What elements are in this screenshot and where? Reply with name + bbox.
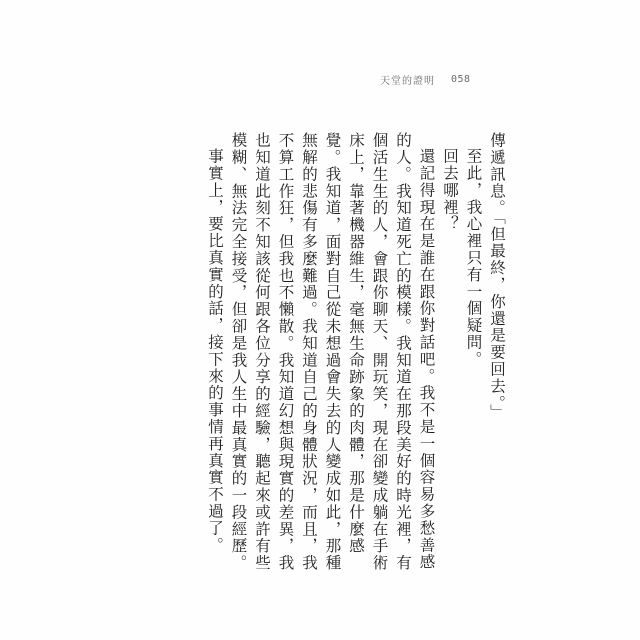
paragraph-2: 至此，我心裡只有一個疑問。 (464, 147, 483, 368)
book-title: 天堂的證明 (380, 75, 435, 87)
paragraph-1: 傳遞訊息。「但最終，你還是要回去。」 (488, 132, 506, 421)
body-text-area (206, 132, 508, 586)
paragraph-5: 事實上，要比真實的話，接下來的事情再真實不過了。 (206, 147, 224, 554)
page-number: 058 (451, 73, 471, 85)
vertical-body-text (206, 132, 508, 586)
paragraph-3: 回去哪裡？ (441, 147, 459, 232)
paragraph-4: 還記得現在是誰在跟你對話吧。我不是一個容易多愁善感的人。我知道死亡的模樣。我知道在那段美好的時光裡，有個活生生的人，會跟你聊天、開玩笑，現在卻變成躺在手術床上，靠著機器維生，毫無生命跡象的肉體，那是什麼感覺。我知道，面對自己從未想過會失去的人變成如此，那種無解的悲傷有多麼難過。我知道自己的身體狀況，而且，我不算工作狂，但我也不懶散。我知道幻想與現實的差異，我也知道此刻不知該從何跟各位分享的經驗，聽起來或許有些模糊、無法完全接受，但卻是我人生中最真實的一段經歷。 (229, 132, 436, 572)
running-header (380, 70, 520, 88)
